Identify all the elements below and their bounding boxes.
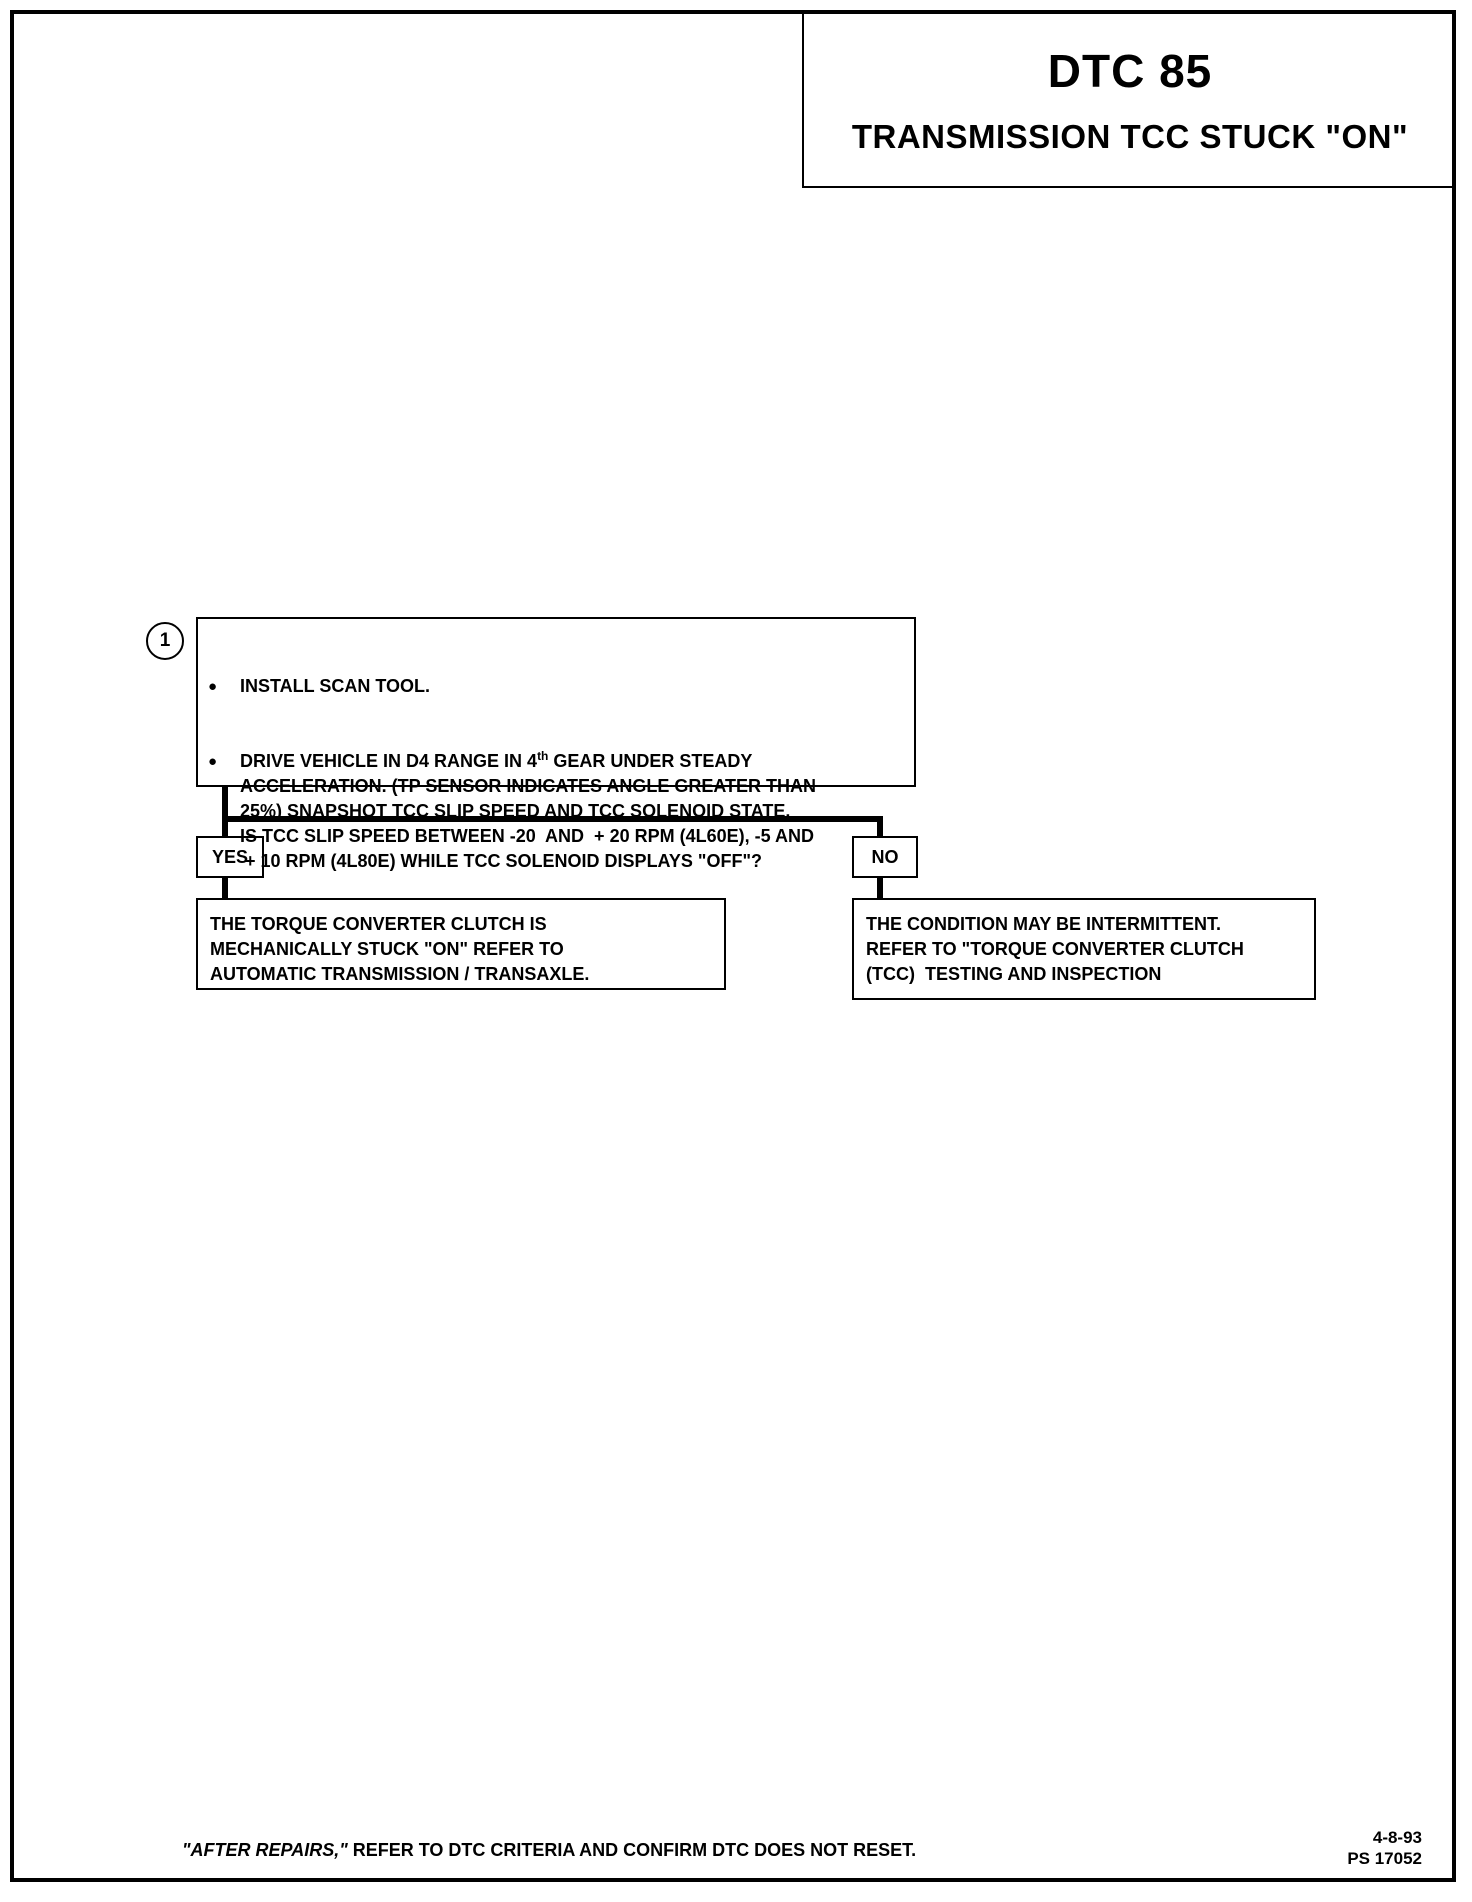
step-bullet [208,674,906,699]
footer-date: 4-8-93 [1372,1828,1422,1847]
yes-branch-label: YES [196,836,264,878]
bullet-icon: ● [208,678,218,695]
step-number-circle: 1 [146,622,184,660]
footer-reference [1347,1827,1422,1869]
title-block [802,14,1456,188]
footer-note [182,1840,916,1861]
footer-ps-number: PS 17052 [1347,1849,1422,1868]
bullet-icon: ● [208,753,218,770]
step-bullet-text: INSTALL SCAN TOOL. [240,676,431,696]
step-bullet [208,749,906,874]
footer-note-text: REFER TO DTC CRITERIA AND CONFIRM DTC DOES NOT RESET. [347,1840,917,1860]
no-branch-label: NO [852,836,918,878]
dtc-code: DTC 85 [1047,45,1213,97]
yes-result-box: THE TORQUE CONVERTER CLUTCH IS MECHANICALLY STUCK "ON" REFER TO AUTOMATIC TRANSMISSION / TRANSAXLE. [196,898,726,990]
dtc-title: TRANSMISSION TCC STUCK "ON" [851,118,1409,155]
footer-note-italic: "AFTER REPAIRS," [182,1840,348,1860]
no-result-box: THE CONDITION MAY BE INTERMITTENT. REFER TO "TORQUE CONVERTER CLUTCH (TCC) TESTING AND INSPECTION [852,898,1316,1000]
step-bullet-text: DRIVE VEHICLE IN D4 RANGE IN 4th GEAR UNDER STEADY ACCELERATION. (TP SENSOR INDICATES ANGLE GREATER THAN 25%) SNAPSHOT TCC SLIP SPEED AND TCC SOLENOID STATE. IS TCC SLIP SPEED BETWEEN -20 AND + 20 RPM (4L60E), -5 AND + 10 RPM (4L80E) WHILE TCC SOLENOID DISPLAYS "OFF"? [240,749,817,871]
